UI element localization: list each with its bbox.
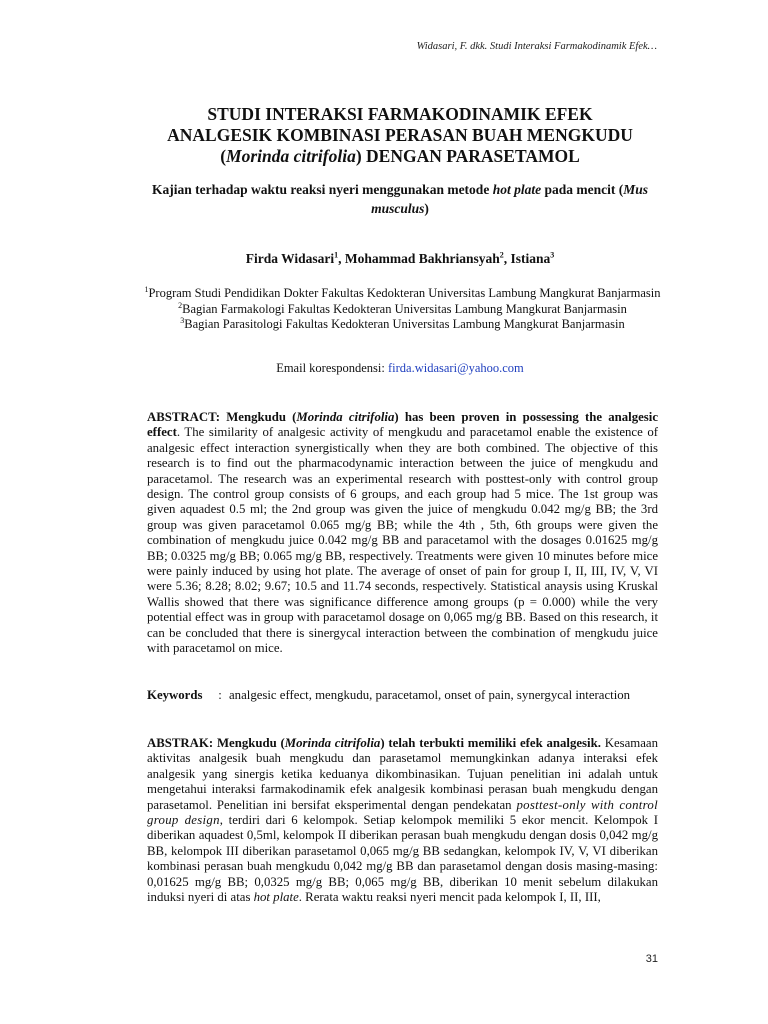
paper-subtitle [140, 180, 660, 218]
affiliations [140, 286, 665, 333]
subtitle-italic-2: Mus musculus [371, 182, 648, 216]
abstract-en-body: . The similarity of analgesic activity of mengkudu and paracetamol enable the existence of analgesic effect interaction synergistically when they are both combined. The objective of this research is to find out the pharmacodynamic interaction between the juice of mengkudu and paracetamol. The research was an experimental research with posttest-only with control group design. The control group consists of 6 groups, and each group had 5 mice. The 1st group was given aquadest 0.5 ml; the 2nd group was given the juice of mengkudu 0.042 mg/g BB; the 3rd group was given paracetamol 0.065 mg/g BB; while the 4th , 5th, 6th groups were given the combination of mengkudu juice 0.042 mg/g BB and paracetamol with the dosages 0.01625 mg/g BB; 0.0325 mg/g BB; 0.065 mg/g BB, respectively. Treatments were given 10 minutes before mice were painly induced by using hot plate. The average of onset of pain for group I, II, III, IV, V, VI were 5.36; 8.28; 8.02; 9.67; 10.5 and 11.74 seconds, respectively. Statistical anaysis using Kruskal Wallis showed that there was significance difference among groups (p = 0.000) while the very potential effect was in group with paracetamol dosage on 0,065 mg/g BB. Based on this research, it can be concluded that there is sinergycal interaction between the combination of mengkudu juice with paracetamol on mice. [147, 425, 658, 656]
correspondence-email [100, 361, 700, 376]
abstract-id-italic-2: hot plate [253, 890, 299, 905]
abstract-en-species: Morinda citrifolia [296, 410, 395, 424]
keywords [147, 688, 658, 703]
keywords-text: analgesic effect, mengkudu, paracetamol, onset of pain, synergycal interaction [229, 688, 631, 702]
abstract-en-lead-text: ABSTRACT: Mengkudu ( [147, 410, 297, 424]
running-header: Widasari, F. dkk. Studi Interaksi Farmakodinamik Efek… [416, 41, 657, 52]
author-1-affil: 1 [334, 250, 339, 260]
abstract-english [147, 410, 658, 657]
subtitle-italic-1: hot plate [492, 182, 542, 197]
affiliation-2-num: 2 [178, 300, 183, 310]
affiliation-1 [140, 286, 665, 302]
title-species: Morinda citrifolia [226, 146, 356, 166]
abstract-id-body-2: , terdiri dari 6 kelompok. Setiap kelompok memiliki 5 ekor mencit. Kelompok I diberikan aquadest 0,5ml, kelompok II diberikan perasan buah mengkudu dengan dosis 0,042 mg/g BB, kelompok III diberikan parasetamol 0,065 mg/g BB sedangkan, kelompok IV, V, VI diberikan kombinasi perasan buah mengkudu 0,042 mg/g BB dan parasetamol dengan dosis masing-masing: 0,01625 mg/g BB; 0,0325 mg/g BB; 0,065 mg/g BB, diberikan 10 menit sebelum dilakukan induksi nyeri di atas [147, 813, 658, 905]
author-list [100, 251, 700, 267]
author-1: Firda Widasari [245, 251, 335, 266]
title-line-1: STUDI INTERAKSI FARMAKODINAMIK EFEK [207, 104, 593, 124]
author-3: , Istiana [503, 251, 551, 266]
abstract-indonesian [147, 736, 658, 905]
abstract-id-body-1: Kesamaan aktivitas analgesik buah mengkudu dan parasetamol memungkinkan adanya interaksi efek analgesik yang sinergis ketika keduanya dikombinasikan. Tujuan penelitian ini adalah untuk mengetahui interaksi farmakodinamik efek analgesik kombinasi perasan buah mengkudu dengan parasetamol. Penelitian ini bersifat eksperimental dengan pendekatan [147, 736, 659, 812]
abstract-id-body-3: . Rerata waktu reaksi nyeri mencit pada kelompok I, II, III, [298, 890, 601, 905]
title-line-2: ANALGESIK KOMBINASI PERASAN BUAH MENGKUDU [167, 125, 633, 145]
author-3-affil: 3 [550, 250, 555, 260]
affiliation-2-text: Bagian Farmakologi Fakultas Kedokteran Universitas Lambung Mangkurat Banjarmasin [182, 301, 627, 316]
title-line-3 [100, 146, 700, 167]
page-number: 31 [645, 953, 658, 965]
keywords-label: Keywords [147, 688, 203, 702]
paper-title [100, 104, 700, 167]
email-label: Email korespondensi: [276, 361, 388, 375]
abstract-id-lead-text: ABSTRAK: Mengkudu ( [147, 736, 285, 750]
affiliation-3-num: 3 [180, 315, 185, 325]
affiliation-3-text: Bagian Parasitologi Fakultas Kedokteran Universitas Lambung Mangkurat Banjarmasin [184, 317, 625, 331]
affiliation-1-text: Program Studi Pendidikan Dokter Fakultas Kedokteran Universitas Lambung Mangkurat Banjarmasin [148, 286, 661, 300]
author-2-affil: 2 [499, 250, 504, 260]
affiliation-2 [140, 302, 665, 318]
affiliation-1-num: 1 [144, 284, 149, 294]
title-paren: ( [220, 146, 227, 166]
abstract-en-lead-rest: ) has been proven in possessing the analgesic effect [147, 410, 658, 440]
abstract-id-lead [147, 736, 601, 750]
subtitle-text-3: ) [424, 201, 429, 216]
subtitle-text-2: pada mencit ( [541, 182, 624, 197]
affiliation-3 [140, 317, 665, 333]
abstract-id-lead-rest: ) telah terbukti memiliki efek analgesik. [380, 736, 601, 750]
title-line-3-rest: ) DENGAN PARASETAMOL [355, 146, 580, 166]
email-link[interactable]: firda.widasari@yahoo.com [388, 361, 524, 375]
author-2: , Mohammad Bakhriansyah [338, 251, 500, 266]
keywords-colon: : [218, 688, 222, 702]
subtitle-text-1: Kajian terhadap waktu reaksi nyeri menggunakan metode [152, 182, 493, 197]
abstract-id-italic-1: posttest-only with control group design [147, 797, 658, 828]
abstract-id-species: Morinda citrifolia [284, 736, 381, 750]
